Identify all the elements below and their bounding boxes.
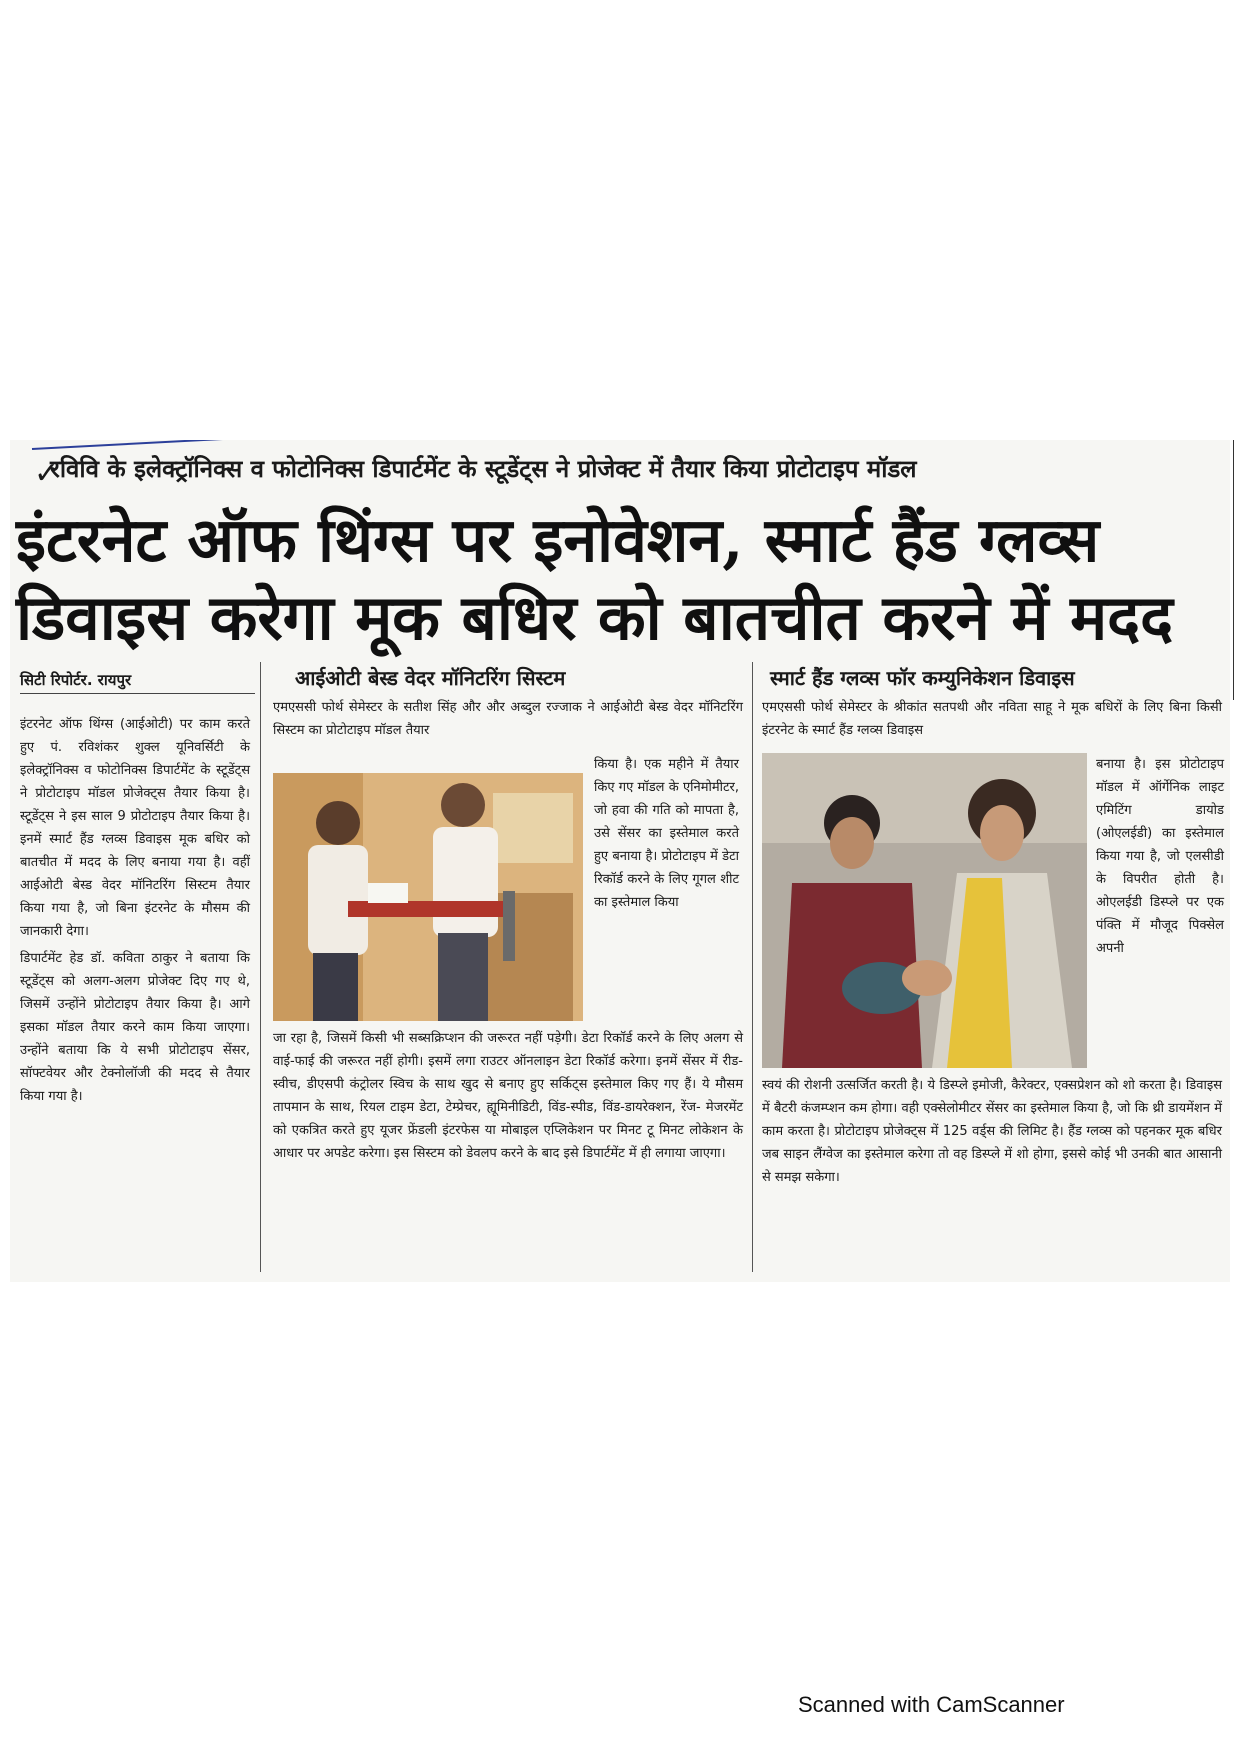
weather-side-text: किया है। एक महीने में तैयार किए गए मॉडल के एनिमोमीटर, जो हवा की गति को मापता है, उसे सेंसर का इस्तेमाल करते हुए बनाया है। प्रोटोटाइप में डेटा रिकॉर्ड करने के लिए गूगल शीट का इस्तेमाल किया [594, 757, 739, 910]
tick-mark: ✓ [34, 456, 60, 491]
column-1-paragraph-2: डिपार्टमेंट हेड डॉ. कविता ठाकुर ने बताया कि स्टूडेंट्स को अलग-अलग प्रोजेक्ट दिए गए थे, जिसमें उन्होंने प्रोटोटाइप तैयार किया है। आगे इसका मॉडल तैयार करने काम किया जाएगा। उन्होंने बताया कि ये सभी प्रोटोटाइप सेंसर, सॉफ्टवेयर और टेक्नोलॉजी की मदद से तैयार किया गया है। [20, 951, 250, 1104]
weather-project-photo [273, 773, 583, 1021]
gloves-side-text: बनाया है। इस प्रोटोटाइप मॉडल में ऑर्गेनिक लाइट एमिटिंग डायोड (ओएलईडी) का इस्तेमाल किया गया है, जो एलसीडी के विपरीत होती है। ओएलईडी डिस्प्ले पर एक पंक्ति में मौजूद पिक्सेल अपनी [1096, 757, 1224, 956]
gloves-project-photo [762, 753, 1087, 1068]
column-divider [752, 662, 753, 1272]
byline: सिटी रिपोर्टर. रायपुर [20, 671, 132, 689]
gloves-lead-text: एमएससी फोर्थ सेमेस्टर के श्रीकांत सतपथी और नविता साहू ने मूक बधिरों के लिए बिना किसी इंटरनेट के स्मार्ट हैंड ग्लव्स डिवाइस [762, 700, 1222, 738]
column-1-paragraph-1: इंटरनेट ऑफ थिंग्स (आईओटी) पर काम करते हुए पं. रविशंकर शुक्ल यूनिवर्सिटी के इलेक्ट्रॉनिक्स व फोटोनिक्स डिपार्टमेंट के स्टूडेंट्स ने प्रोटोटाइप मॉडल प्रोजेक्ट्स तैयार किया है। स्टूडेंट्स ने इस साल 9 प्रोटोटाइप तैयार किया है। इनमें स्मार्ट हैंड ग्लव्स डिवाइस मूक बधिर को बातचीत में मदद के लिए बनाया गया है। वहीं आईओटी बेस्ड वेदर मॉनिटरिंग सिस्टम तैयार किया गया है, जो बिना इंटरनेट के मौसम की जानकारी देगा। [20, 717, 250, 939]
byline-rule [20, 693, 255, 694]
subheading-gloves: स्मार्ट हैंड ग्लव्स फॉर कम्युनिकेशन डिवाइस [770, 666, 1075, 690]
newspaper-clipping [10, 440, 1230, 1282]
weather-body-text: जा रहा है, जिसमें किसी भी सब्सक्रिप्शन की जरूरत नहीं पड़ेगी। डेटा रिकॉर्ड करने के लिए अलग से वाई-फाई की जरूरत नहीं होगी। इसमें लगा राउटर ऑनलाइन डेटा रिकॉर्ड करेगा। इनमें सेंसर में रीड-स्वीच, डीएसपी कंट्रोलर स्विच के साथ खुद से बनाए हुए सर्किट्स इस्तेमाल किए गए हैं। ये मौसम तापमान के साथ, रियल टाइम डेटा, टेम्प्रेचर, ह्यूमिनीडिटी, विंड-स्पीड, विंड-डायरेक्शन, रेंज- मेजरमेंट को एकत्रित करते हुए यूजर फ्रेंडली इंटरफेस या मोबाइल एप्लिकेशन पर मिनट टू मिनट लोकेशन के आधार पर अपडेट करेगा। इस सिस्टम को डेवलप करने के बाद इसे डिपार्टमेंट में ही लगाया जाएगा। [273, 1031, 743, 1161]
scanner-watermark: Scanned with CamScanner [798, 1692, 1065, 1717]
gloves-body-text: स्वयं की रोशनी उत्सर्जित करती है। ये डिस्प्ले इमोजी, कैरेक्टर, एक्सप्रेशन को शो करता है। डिवाइस में बैटरी कंजम्प्शन कम होगा। वही एक्सेलोमीटर सेंसर का इस्तेमाल किया है, जो कि थ्री डायमेंशन में काम करता है। प्रोटोटाइप प्रोजेक्ट्स में 125 वर्ड्स की लिमिट है। हैंड ग्लव्स को पहनकर मूक बधिर जब साइन लैंग्वेज का इस्तेमाल करेगा तो वह डिस्प्ले में शो होगा, इससे कोई भी उनकी बात आसानी से समझ सकेगा। [762, 1078, 1222, 1185]
pen-mark [32, 440, 247, 450]
weather-lead-text: एमएससी फोर्थ सेमेस्टर के सतीश सिंह और और अब्दुल रज्जाक ने आईओटी बेस्ड वेदर मॉनिटरिंग सिस्टम का प्रोटोटाइप मॉडल तैयार [273, 700, 743, 738]
headline-line-2: डिवाइस करेगा मूक बधिर को बातचीत करने में मदद [16, 581, 1173, 654]
subheading-weather: आईओटी बेस्ड वेदर मॉनिटरिंग सिस्टम [295, 666, 566, 690]
column-divider [260, 662, 261, 1272]
clip-edge-line [1233, 440, 1234, 700]
kicker-heading: रविवि के इलेक्ट्रॉनिक्स व फोटोनिक्स डिपार्टमेंट के स्टूडेंट्स ने प्रोजेक्ट में तैयार किया प्रोटोटाइप मॉडल [50, 455, 917, 483]
column-1-text [20, 713, 250, 1108]
headline-line-1: इंटरनेट ऑफ थिंग्स पर इनोवेशन, स्मार्ट हैंड ग्लव्स [16, 505, 1100, 576]
